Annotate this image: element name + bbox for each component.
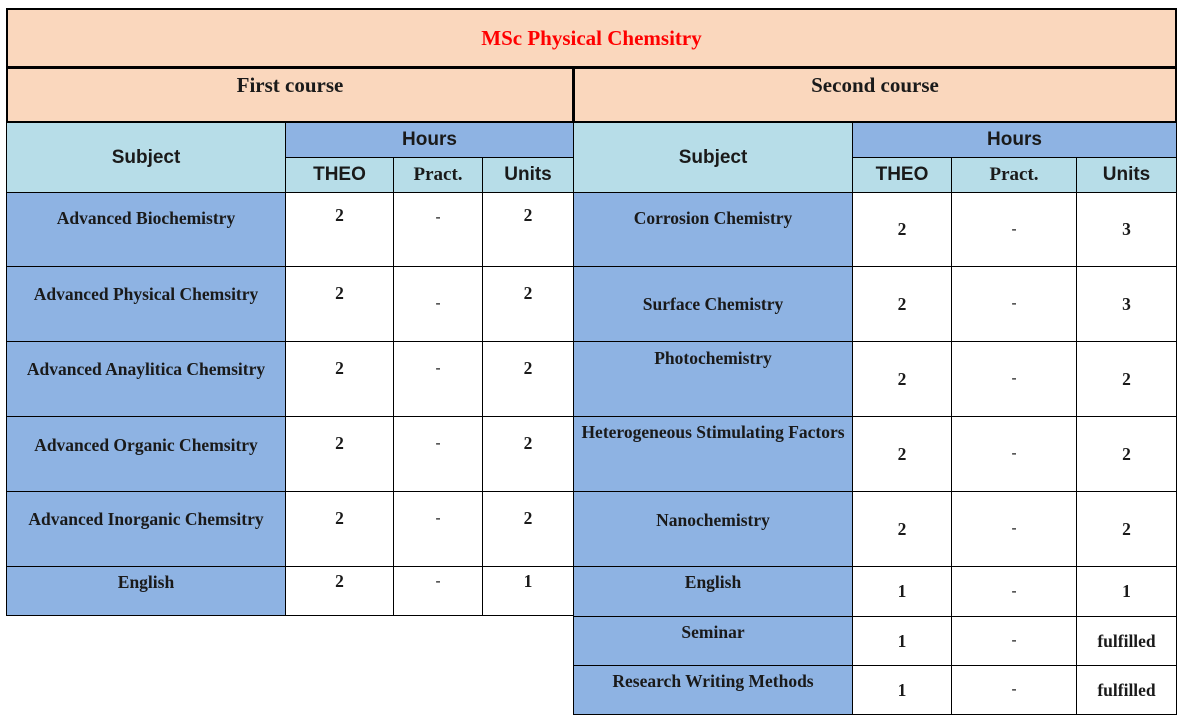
second-row-theo: 2 bbox=[852, 192, 952, 267]
first-row-units: 2 bbox=[482, 416, 574, 492]
first-row-theo: 2 bbox=[285, 341, 394, 417]
second-hours-header: Hours bbox=[852, 122, 1177, 158]
first-row-theo: 2 bbox=[285, 266, 394, 342]
first-row-units: 1 bbox=[482, 566, 574, 616]
second-row-subject: Seminar bbox=[573, 616, 853, 666]
first-row-theo: 2 bbox=[285, 416, 394, 492]
second-units-header: Units bbox=[1076, 157, 1177, 193]
first-row-units: 2 bbox=[482, 341, 574, 417]
second-row-pract: - bbox=[951, 566, 1077, 617]
second-row-units: 2 bbox=[1076, 416, 1177, 492]
second-row-theo: 1 bbox=[852, 665, 952, 715]
second-subject-header: Subject bbox=[573, 122, 853, 193]
second-row-theo: 2 bbox=[852, 266, 952, 342]
first-row-theo: 2 bbox=[285, 491, 394, 567]
first-row-pract: - bbox=[393, 192, 483, 267]
first-hours-header: Hours bbox=[285, 122, 574, 158]
second-pract-header: Pract. bbox=[951, 157, 1077, 193]
first-row-pract: - bbox=[393, 416, 483, 492]
first-row-pract: - bbox=[393, 566, 483, 616]
first-row-pract: - bbox=[393, 491, 483, 567]
first-units-header: Units bbox=[482, 157, 574, 193]
second-row-theo: 2 bbox=[852, 341, 952, 417]
second-row-theo: 2 bbox=[852, 416, 952, 492]
second-row-subject: Nanochemistry bbox=[573, 491, 853, 567]
second-row-theo: 1 bbox=[852, 616, 952, 666]
second-row-pract: - bbox=[951, 192, 1077, 267]
first-row-subject: Advanced Biochemistry bbox=[6, 192, 286, 267]
first-row-pract: - bbox=[393, 341, 483, 417]
first-row-theo: 2 bbox=[285, 566, 394, 616]
second-row-subject: Research Writing Methods bbox=[573, 665, 853, 715]
second-row-pract: - bbox=[951, 665, 1077, 715]
second-row-units: 3 bbox=[1076, 266, 1177, 342]
first-row-subject: Advanced Organic Chemsitry bbox=[6, 416, 286, 492]
first-pract-header: Pract. bbox=[393, 157, 483, 193]
second-row-theo: 1 bbox=[852, 566, 952, 617]
second-row-theo: 2 bbox=[852, 491, 952, 567]
first-row-subject: Advanced Anaylitica Chemsitry bbox=[6, 341, 286, 417]
table-title: MSc Physical Chemsitry bbox=[6, 8, 1177, 68]
second-row-pract: - bbox=[951, 341, 1077, 417]
second-row-subject: Corrosion Chemistry bbox=[573, 192, 853, 267]
first-row-units: 2 bbox=[482, 266, 574, 342]
first-row-units: 2 bbox=[482, 491, 574, 567]
second-row-subject: English bbox=[573, 566, 853, 617]
first-row-subject: Advanced Physical Chemsitry bbox=[6, 266, 286, 342]
first-row-subject: English bbox=[6, 566, 286, 616]
first-row-subject: Advanced Inorganic Chemsitry bbox=[6, 491, 286, 567]
second-row-units: 2 bbox=[1076, 491, 1177, 567]
second-row-units: 3 bbox=[1076, 192, 1177, 267]
second-row-units: 2 bbox=[1076, 341, 1177, 417]
second-row-subject: Heterogeneous Stimulating Factors bbox=[573, 416, 853, 492]
second-row-pract: - bbox=[951, 416, 1077, 492]
second-row-pract: - bbox=[951, 491, 1077, 567]
first-row-theo: 2 bbox=[285, 192, 394, 267]
first-row-pract: - bbox=[393, 266, 483, 342]
second-row-units: 1 bbox=[1076, 566, 1177, 617]
second-row-pract: - bbox=[951, 266, 1077, 342]
second-row-pract: - bbox=[951, 616, 1077, 666]
first-row-units: 2 bbox=[482, 192, 574, 267]
second-row-subject: Photochemistry bbox=[573, 341, 853, 417]
first-theo-header: THEO bbox=[285, 157, 394, 193]
first-course-heading: First course bbox=[6, 67, 574, 123]
second-row-units: fulfilled bbox=[1076, 665, 1177, 715]
second-course-heading: Second course bbox=[573, 67, 1177, 123]
first-subject-header: Subject bbox=[6, 122, 286, 193]
second-theo-header: THEO bbox=[852, 157, 952, 193]
second-row-units: fulfilled bbox=[1076, 616, 1177, 666]
second-row-subject: Surface Chemistry bbox=[573, 266, 853, 342]
